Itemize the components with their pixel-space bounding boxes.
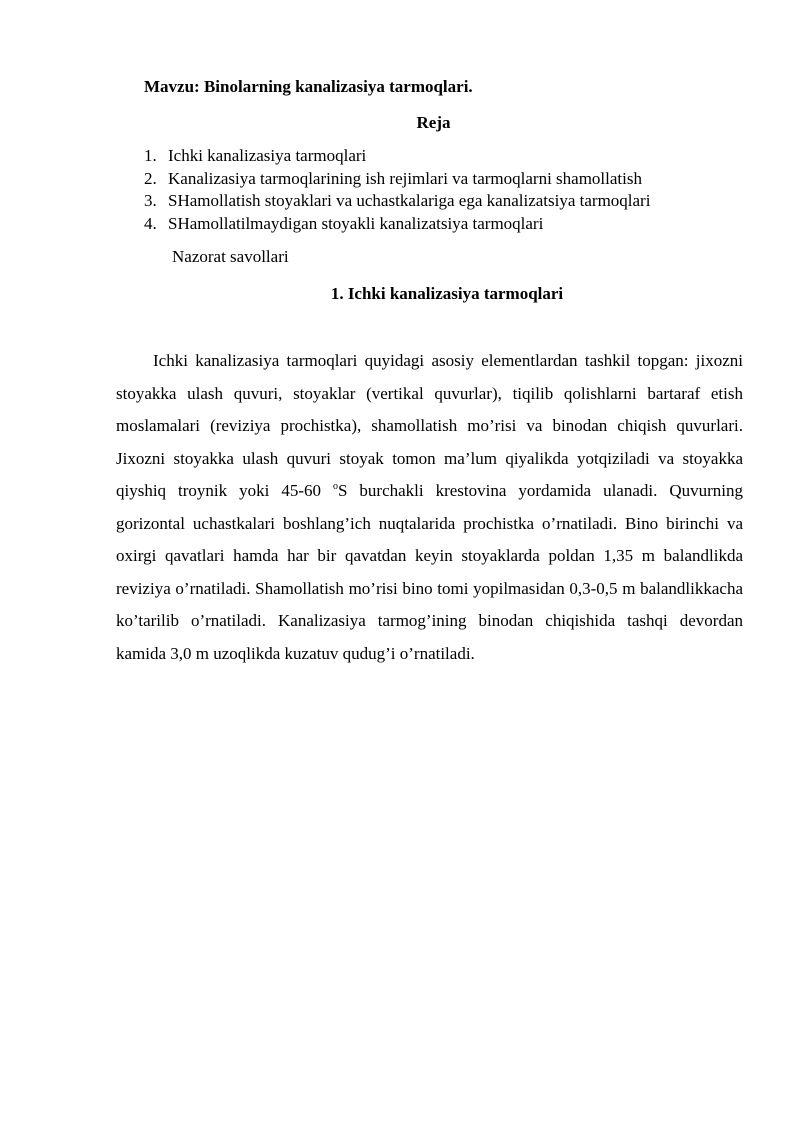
plan-item [144, 145, 650, 168]
plan-item [144, 168, 650, 191]
degree-superscript: o [332, 481, 338, 492]
plan-item-label: SHamollatish stoyaklari va uchastkalariga ega kanalizatsiya tarmoqlari [168, 191, 651, 210]
plan-item-number: 4. [144, 213, 157, 233]
body-paragraph [116, 345, 743, 670]
plan-item-label: SHamollatilmaydigan stoyakli kanalizatsiya tarmoqlari [168, 213, 544, 233]
plan-list [144, 145, 650, 235]
paragraph-text-part-2: S burchakli krestovina yordamida ulanadi. Quvurning gorizontal uchastkalari boshlang’ich nuqtalarida prochistka o’rnatiladi. Bino birinchi va oxirgi qavatlari hamda har bir qavatdan keyin stoyaklarda poldan 1,35 m balandlikda reviziya o’rnatiladi. Shamollatish mo’risi bino tomi yopilmasidan 0,3-0,5 m balandlikkacha ko’tarilib o’rnatiladi. Kanalizasiya tarmog’ining binodan chiqishida tashqi devordan kamida 3,0 m uzoqlikda kuzatuv qudug’i o’rnatiladi. [116, 481, 743, 663]
control-questions: Nazorat savollari [172, 247, 289, 266]
paragraph-text-part-1: Ichki kanalizasiya tarmoqlari quyidagi asosiy elementlardan tashkil topgan: jixozni stoyakka ulash quvuri, stoyaklar (vertikal quvurlar), tiqilib qolishlarni bartaraf etish moslamalari (reviziya prochistka), shamollatish mo’risi va binodan chiqish quvurlari. Jixozni stoyakka ulash quvuri stoyak tomon ma’lum qiyalikda yotqiziladi va stoyakka qiyshiq troynik yoki 45-60 [116, 351, 743, 500]
topic-heading: Mavzu: Binolarning kanalizasiya tarmoqlari. [144, 77, 473, 96]
plan-item-label: Ichki kanalizasiya tarmoqlari [168, 146, 367, 165]
section-title: 1. Ichki kanalizasiya tarmoqlari [330, 284, 564, 303]
plan-item [144, 190, 650, 213]
plan-item-number: 1. [144, 146, 157, 165]
plan-item [144, 213, 650, 236]
plan-item-label: Kanalizasiya tarmoqlarining ish rejimlari va tarmoqlarni shamollatish [168, 168, 642, 188]
plan-item-number: 2. [144, 168, 157, 188]
plan-item-number: 3. [144, 191, 157, 210]
plan-title: Reja [416, 113, 451, 132]
